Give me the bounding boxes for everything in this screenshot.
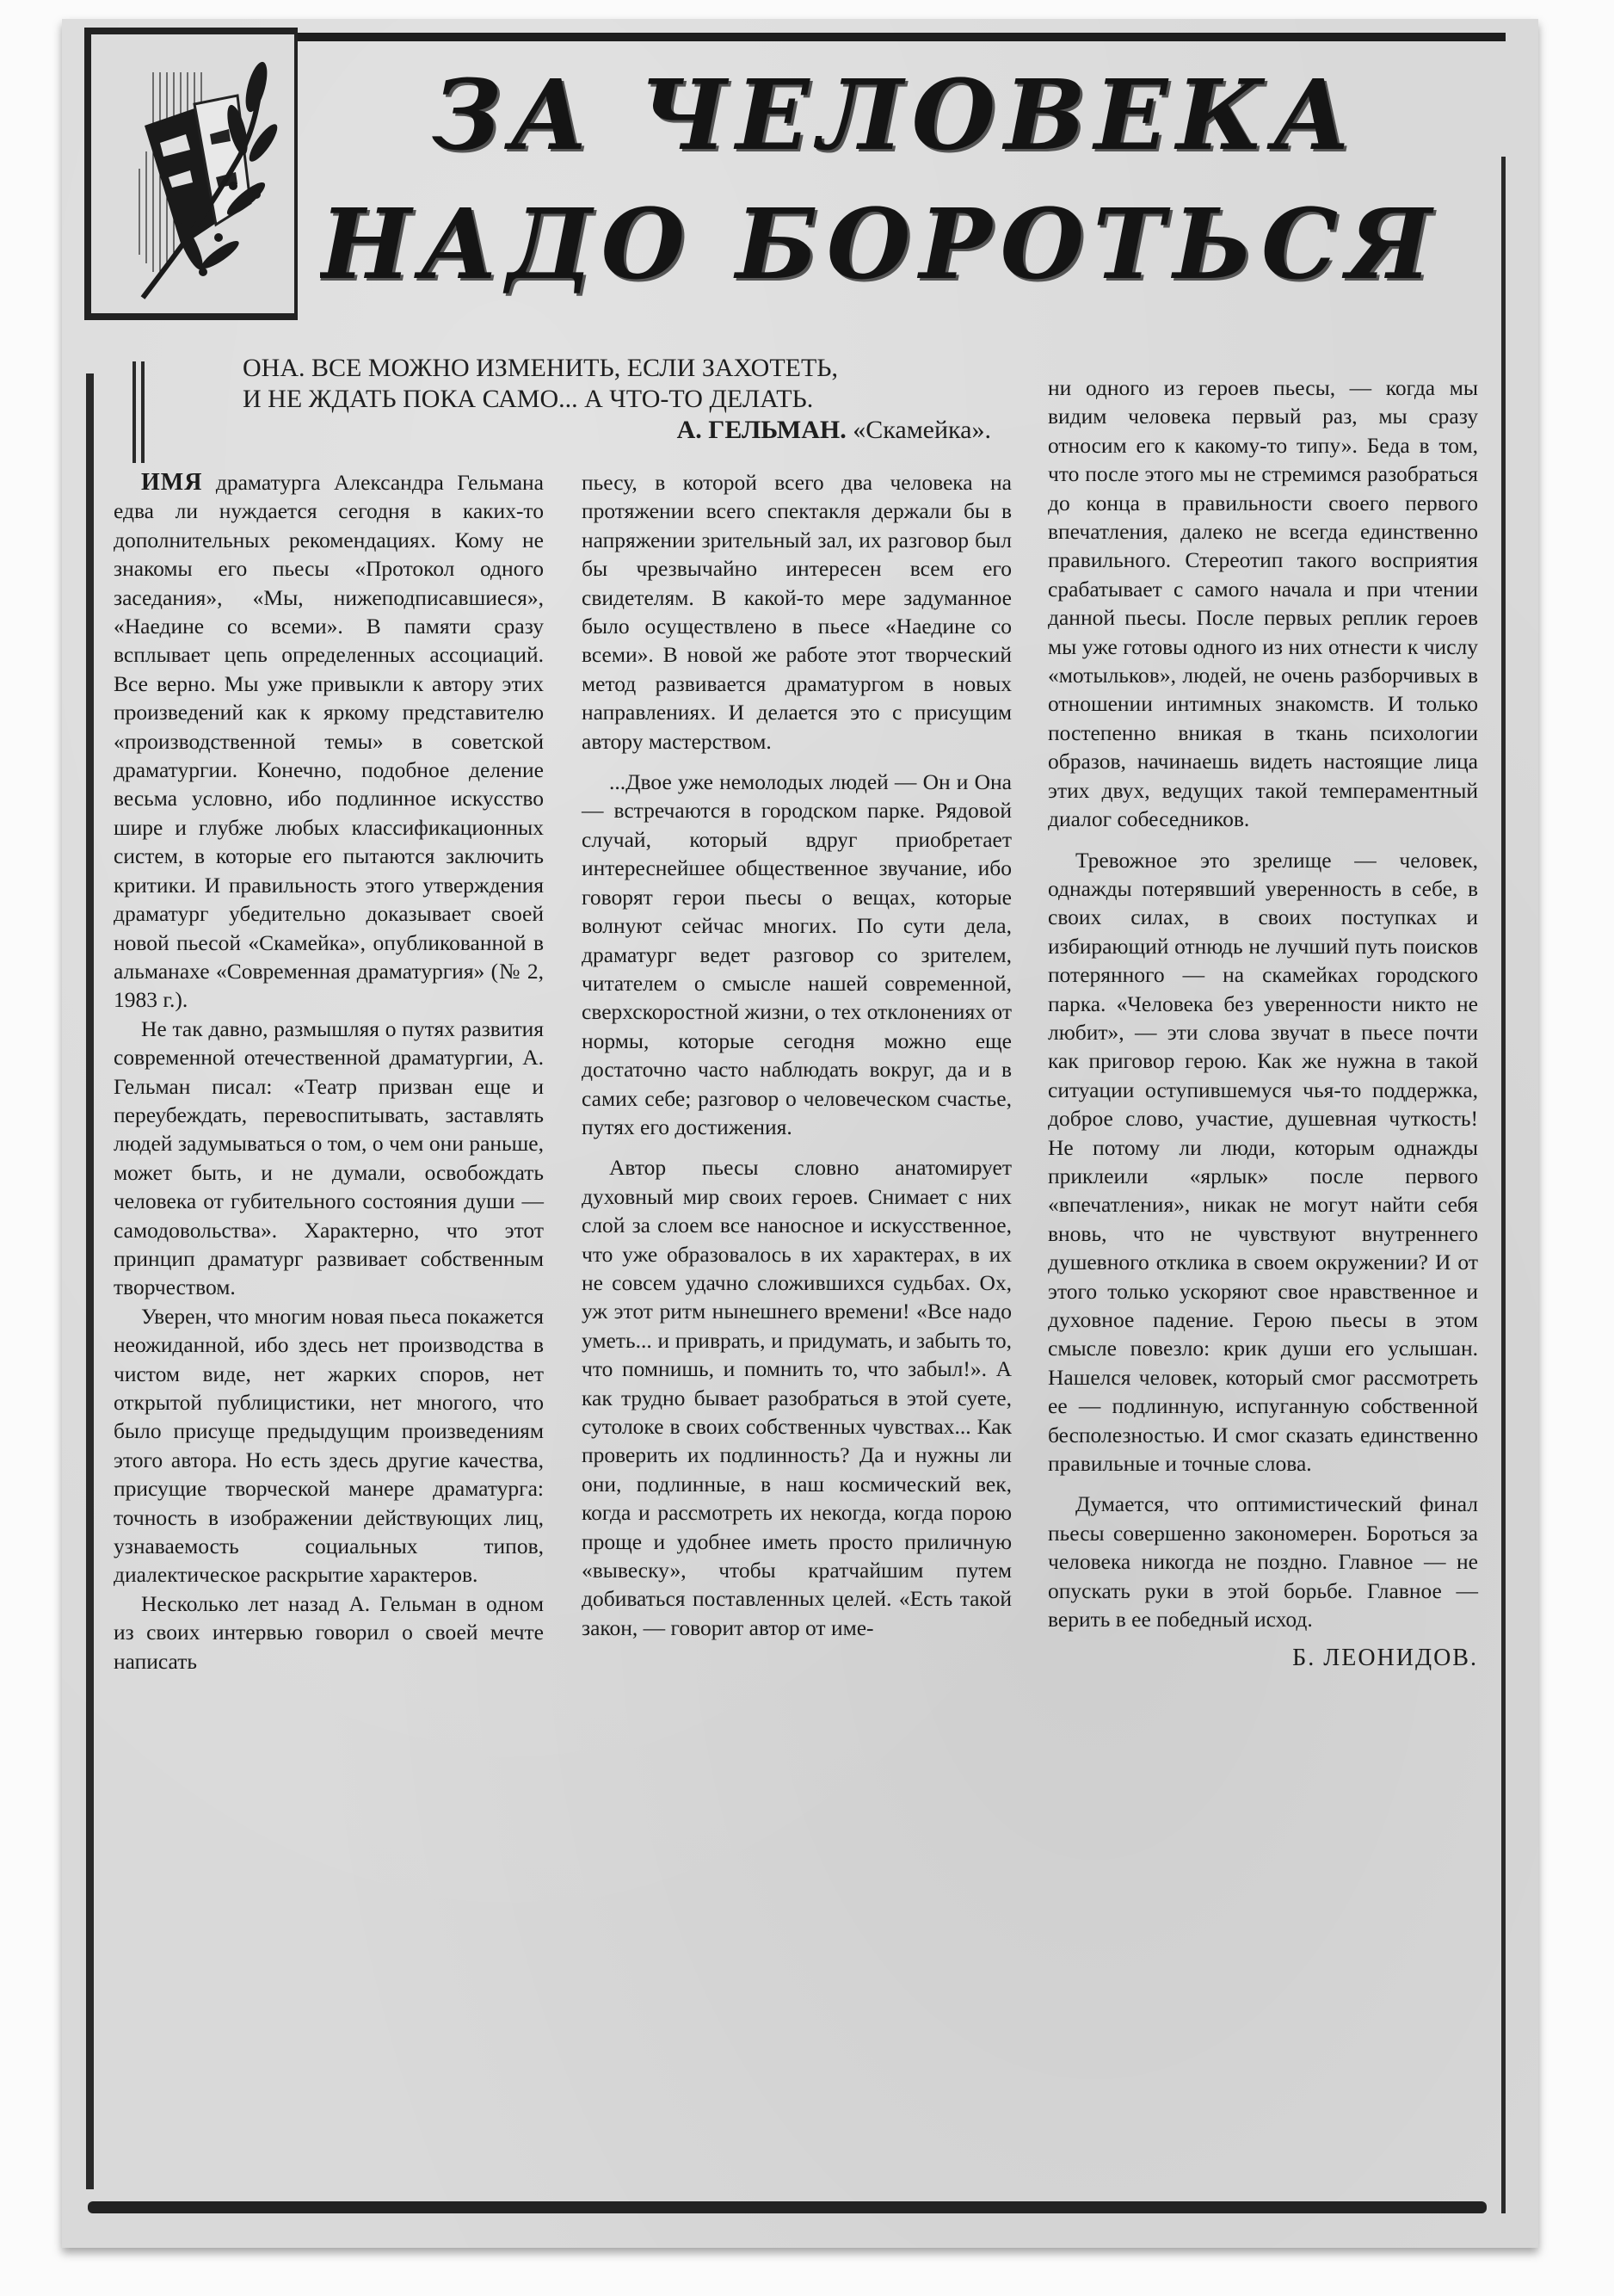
paragraph: Несколько лет назад А. Гельман в одном из своих интервью говорил о своей мечте написать — [114, 1590, 544, 1674]
frame-left-rule — [86, 373, 94, 2189]
paragraph-text: драматурга Александра Гельмана едва ли нуждается сегодня в каких-то дополнительных рекомендациях. Кому не знакомы его пьесы «Протокол одного заседания», «Мы, нижеподписавшиеся», «Наедине со всеми». В памяти сразу всплывает цепь определенных ассоциаций. Все верно. Мы уже привыкли к автору этих произведений как к яркому представителю «производственной темы» в советской драматургии. Конечно, подобное деление весьма условно, ибо подлинное искусство шире и глубже любых классификационных систем, в которые его пытаются заключить критики. И правильность этого утверждения драматург убедительно доказывает своей новой пьесой «Скамейка», опубликованной в альманахе «Современная драматургия» (№ 2, 1983 г.). — [114, 470, 544, 1013]
paragraph: пьесу, в которой всего два человека на протяжении всего спектакля держали бы в напряжении зрительный зал, их разговор был бы чрезвычайно интересен всем его свидетелям. В какой-то мере задуманное было осуществлено в пьесе «Наедине со всеми». В новой же работе этот творческий метод развивается драматургом в новых направлениях. И делается это с присущим автору мастерством. — [582, 470, 1012, 754]
paragraph: ...Двое уже немолодых людей — Он и Она — встречаются в городском парке. Рядовой случай, который вдруг приобретает интереснейшее общественное звучание, ибо говорят герои пьесы о вещах, которые волнуют сейчас многих. По сути дела, драматург ведет разговор со зрителем, читателем о смысле нашей современной, сверхскоростной жизни, о тех отклонениях от нормы, которые сегодня можно еще достаточно часто наблюдать вокруг, да и в самих себе; разговор о человеческом счастье, путях его достижения. — [582, 769, 1012, 1139]
epigraph-author: А. ГЕЛЬМАН. — [676, 416, 847, 444]
ornament-box — [84, 28, 298, 320]
headline-line-2: НАДО БОРОТЬСЯ — [320, 188, 1440, 301]
article-column-1 — [114, 468, 544, 1676]
author-signature: Б. ЛЕОНИДОВ. — [1292, 1645, 1478, 1672]
theatre-masks-laurel-icon — [108, 48, 280, 306]
newspaper-clipping — [62, 19, 1538, 2248]
epigraph-source: «Скамейка». — [853, 416, 991, 444]
paragraph: ни одного из героев пьесы, — когда мы видим человека первый раз, мы сразу относим его к какому-то типу». Беда в том, что после этого мы не стремимся разобраться до конца в правильности своего первого впечатления, далеко не всегда единственно правильного. Стереотип такого восприятия срабатывает с самого начала и при чтении данной пьесы. После первых реплик героев мы уже готовы одного из них отнести к числу «мотыльков», людей, не очень разборчивых в отношении интимных знакомств. И только постепенно вникая в ткань психологии образов, начинаешь видеть настоящие лица этих двух, ведущих такой темпераментный диалог собеседников. — [1048, 375, 1478, 832]
paragraph: Уверен, что многим новая пьеса покажется неожиданной, ибо здесь нет производства в чистом виде, нет жарких споров, нет открытой публицистики, нет многого, что было присуще предыдущим произведениям этого автора. Но есть здесь другие качества, присущие творческой манере драматурга: точность в изображении действующих лиц, узнаваемость социальных типов, диалектическое раскрытие характеров. — [114, 1303, 544, 1588]
paragraph: Тревожное это зрелище — человек, однажды потерявший уверенность в себе, в своих силах, в своих поступках и избирающий отнюдь не лучший путь поисков потерянного — на скамейках городского парка. «Человека без уверенности никто не любит», — эти слова звучат в пьесе почти как приговор герою. Как же нужна в такой ситуации оступившемуся чья-то поддержка, доброе слово, участие, душевная чуткость! Не потому ли люди, которым однажды приклеили «ярлык» после первого «впечатления», никак не могут найти себя вновь, что не чувствуют внутреннего душевного отклика в своем окружении? И от этого только ускоряют свое нравственное и духовное падение. Герою пьесы в этом смысле повезло: крик души его услышан. Нашелся человек, который смог рассмотреть ее — подлинную, испуганную собственной бесполезностью. И смог сказать единственно правильные и точные слова. — [1048, 847, 1478, 1477]
epigraph-rule — [132, 361, 136, 463]
article-column-2 — [582, 468, 1012, 1642]
paragraph — [114, 468, 544, 1015]
paragraph: Не так давно, размышляя о путях развития современной отечественной драматургии, А. Гельман писал: «Театр призван еще и переубеждать, перевоспитывать, заставлять людей задумываться о том, о чем они раньше, может быть, и не думали, освобождать человека от губительного состояния души — самодовольства». Характерно, что этот принцип драматург развивает собственным творчеством. — [114, 1015, 544, 1300]
lead-word: ИМЯ — [141, 469, 203, 496]
epigraph-attribution — [243, 415, 1017, 446]
headline — [320, 52, 1507, 336]
frame-top-rule — [260, 33, 1506, 41]
epigraph-rule — [141, 361, 145, 463]
headline-line-1: ЗА ЧЕЛОВЕКА — [432, 59, 1360, 172]
paragraph: Автор пьесы словно анатомирует духовный мир своих героев. Снимает с них слой за слоем все наносное и искусственное, что уже образовалось в их характерах, в их не совсем удачно сложившихся судьбах. Ох, уж этот ритм нынешнего времени! «Все надо уметь... и приврать, и придумать, и забыть то, что помнишь, и помнить то, что забыл!». А как трудно бывает разобраться в этой суете, сутолоке в своих собственных чувствах... Как проверить их подлинность? Да и нужны ли они, подлинные, в наш космический век, когда и рассмотреть их некогда, когда порою проще и удобнее иметь просто приличную «вывеску», чтобы кратчайшим путем добиваться поставленных целей. «Есть такой закон, — говорит автор от име- — [582, 1155, 1012, 1640]
epigraph — [243, 353, 1017, 446]
frame-bottom-rule — [88, 2201, 1487, 2213]
epigraph-line-2: И НЕ ЖДАТЬ ПОКА САМО... А ЧТО-ТО ДЕЛАТЬ. — [243, 385, 814, 413]
article-column-3 — [1048, 373, 1478, 1673]
frame-right-rule — [1501, 157, 1506, 2213]
epigraph-line-1: ОНА. ВСЕ МОЖНО ИЗМЕНИТЬ, ЕСЛИ ЗАХОТЕТЬ, — [243, 354, 839, 382]
paragraph: Думается, что оптимистический финал пьесы совершенно закономерен. Бороться за человека никогда не поздно. Главное — не опускать руки в этой борьбе. Главное — верить в ее победный исход. — [1048, 1491, 1478, 1633]
